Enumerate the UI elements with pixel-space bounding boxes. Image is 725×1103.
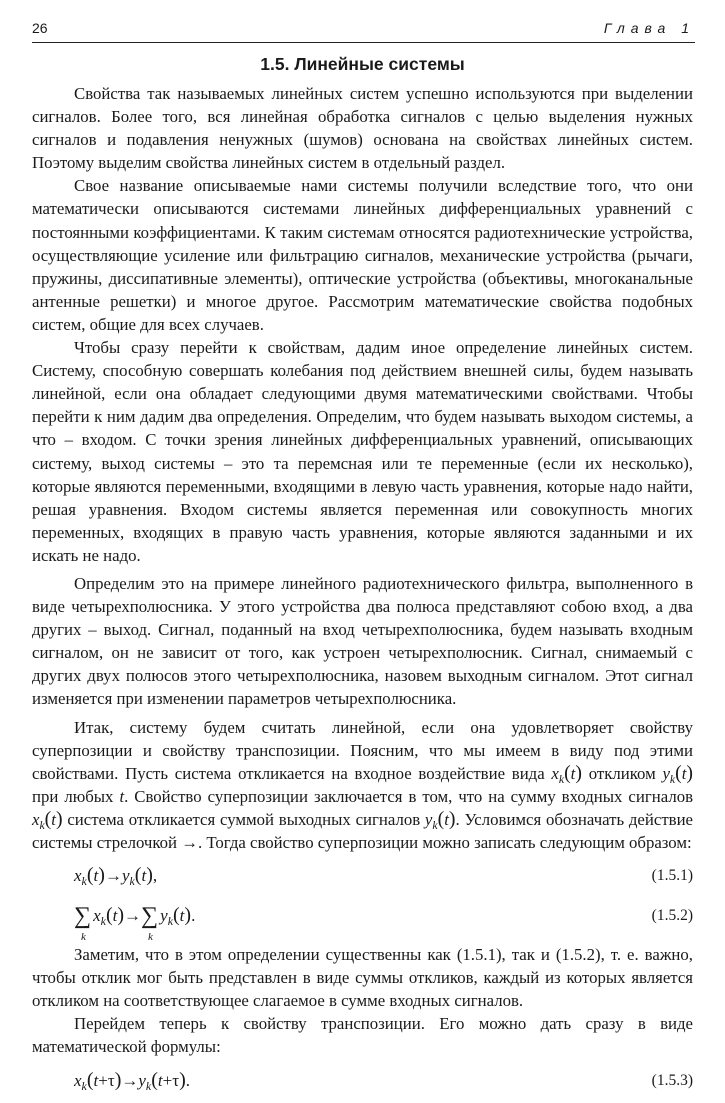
paragraph-3: Чтобы сразу перейти к свойствам, дадим иное определение линейных систем. Систему, способную совершать колебания под действием внешней силы, будем называть линейной, если она обладает следующими двумя математическими свойствами. Чтобы перейти к ним дадим два определения. Определим, что будем называть выходом системы, а что – входом. С точки зрения линейных дифференциальных уравнений, описывающих систему, выход системы – это та перемсная или те переменные (если их несколько), которые являются переменными, входящими в левую часть уравнения, которые надо найти, решая уравнения. Входом системы является переменная или совокупность многих переменных, входящих в правую часть уравнения, которые являются заданными и их искать не надо. [32, 338, 693, 565]
math-t: t [119, 786, 125, 806]
chapter-label: Глава 1 [603, 20, 695, 36]
equation-number-1: (1.5.1) [651, 867, 693, 885]
equation-1-5-2 [32, 898, 693, 944]
paragraph-2: Свое название описываемые нами системы получили вследствие того, что они математически описываются системами линейных дифференциальных уравнений с постоянными коэффициентами. К таким системам относятся радиотехнические устройства, осуществляющие усиление или фильтрацию сигналов, механические устройства (рычаги, пружины, диссипативные элементы), оптические устройства (объективы, многоканальные антенные решетки) и многое другое. Рассмотрим математические свойства подобных систем, общие для всех случаев. [32, 176, 693, 334]
math-yk-t-2: $y_k(t)$ [424, 807, 456, 832]
paragraph-1: Свойства так называемых линейных систем успешно используются при выделении сигналов. Более того, вся линейная обработка сигналов с целью выделения нужных сигналов и подавления ненужных (шумов) основана на свойствах линейных систем. Поэтому выделим свойства линейных систем в отдельный раздел. [32, 84, 693, 173]
body-text [32, 82, 693, 1103]
equation-1-5-3 [32, 1063, 693, 1099]
math-xk-t: $x_k(t)$ [551, 761, 582, 786]
math-yk-t: $y_k(t)$ [662, 761, 693, 786]
p5-text-6: . Условимся обозначать действие системы стрелочкой [32, 809, 693, 852]
arrow-symbol: → [181, 833, 198, 852]
equation-1-5-1-body: $x_k(t)\to y_k(t)$, [74, 864, 158, 889]
equation-1-5-3-body: $x_k(t+\tau)\to y_k(t+\tau)$. [74, 1068, 190, 1093]
equation-number-2: (1.5.2) [651, 907, 693, 925]
paragraph-5 [32, 716, 693, 855]
p5-text-5: система откликается суммой выходных сигналов [62, 809, 425, 829]
sum-sign-1: ∑ k [74, 903, 92, 944]
running-header [32, 20, 695, 43]
paragraph-4: Определим это на примере линейного радиотехнического фильтра, выполненного в виде четырехполюсника. У этого устройства два полюса представляют собою вход, а два других – выход. Сигнал, поданный на вход четырехполюсника, будем называть входным сигналом, он не зависит от того, как устроен четырехполюсник. Сигнал, снимаемый с других двух полюсов этого четырехполюсника, назовем выходным сигналом. Этот сигнал изменяется при изменении параметров четырехполюсника. [32, 573, 693, 709]
p5-text-3: при любых [32, 786, 120, 806]
equation-1-5-2-body: ∑ k $x_k(t)\to\sum$ k $y_k(t)$. [74, 903, 196, 944]
p5-text-1: Итак, систему будем считать линейной, если она удовлетворяет свойству суперпозиции и свойству транспозиции. Поясним, что мы имеем в виду под этими свойствами. Пусть система откликается на входное воздействие вида [32, 717, 693, 783]
page-number: 26 [32, 20, 48, 36]
sum-sign-2: ∑ k [141, 903, 159, 944]
paragraph-7: Перейдем теперь к свойству транспозиции. Его можно дать сразу в виде математической формулы: [32, 1014, 693, 1057]
p5-text-2: откликом [581, 763, 663, 783]
p5-text-7: . Тогда свойство суперпозиции можно записать следующим образом: [198, 833, 692, 852]
equation-1-5-1 [32, 858, 693, 894]
math-xk-t-2: $x_k(t)$ [32, 807, 63, 832]
equation-number-3: (1.5.3) [651, 1071, 693, 1089]
paragraph-6: Заметим, что в этом определении существенны как (1.5.1), так и (1.5.2), т. е. важно, чтобы отклик мог быть представлен в виде суммы откликов, каждый из которых является откликом на соответствующее слагаемое в сумме входных сигналов. [32, 945, 693, 1011]
section-title: 1.5. Линейные системы [260, 54, 465, 74]
p5-text-4: . Свойство суперпозиции заключается в том, что на сумму входных сигналов [124, 786, 694, 806]
